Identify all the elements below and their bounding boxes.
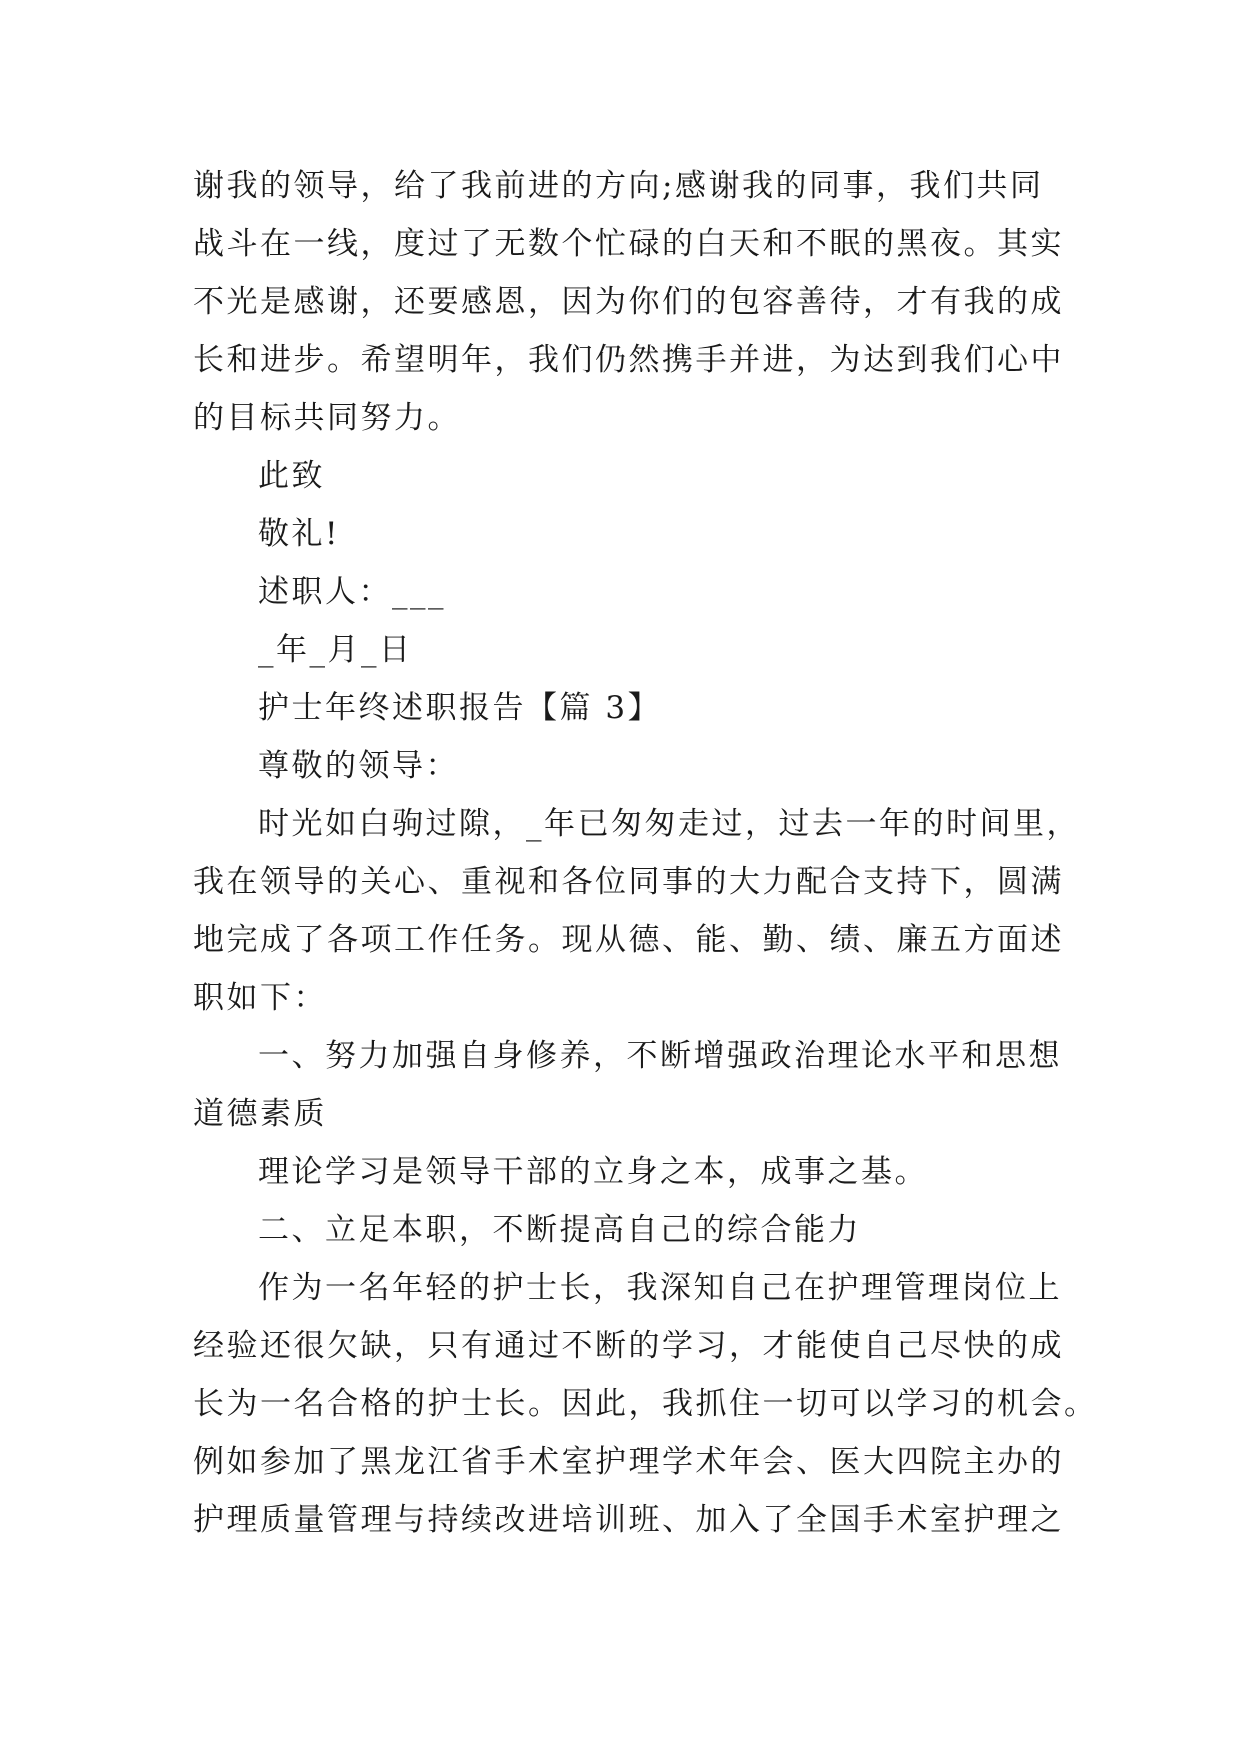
body-text-line: 护理质量管理与持续改进培训班、加入了全国手术室护理之 <box>193 1502 1064 1538</box>
greeting: 尊敬的领导： <box>258 748 459 784</box>
body-text-line: 战斗在一线，度过了无数个忙碌的白天和不眠的黑夜。其实 <box>193 226 1064 262</box>
heading-one: 一、努力加强自身修养，不断增强政治理论水平和思想 <box>258 1038 1062 1074</box>
closing-regards: 敬礼! <box>258 516 340 552</box>
section-title: 护士年终述职报告【篇 3】 <box>258 690 662 726</box>
heading-one-continued: 道德素质 <box>193 1096 327 1132</box>
body-text-line: 例如参加了黑龙江省手术室护理学术年会、医大四院主办的 <box>193 1444 1064 1480</box>
body-text-line: 时光如白驹过隙，_年已匆匆走过，过去一年的时间里， <box>258 806 1080 842</box>
body-text-line: 不光是感谢，还要感恩，因为你们的包容善待，才有我的成 <box>193 284 1064 320</box>
reporter-signature-line: 述职人：___ <box>258 574 446 610</box>
body-text-line: 作为一名年轻的护士长，我深知自己在护理管理岗位上 <box>258 1270 1062 1306</box>
body-text-line: 职如下： <box>193 980 327 1016</box>
body-text-line: 长为一名合格的护士长。因此，我抓住一切可以学习的机会。 <box>193 1386 1098 1422</box>
body-text-line: 我在领导的关心、重视和各位同事的大力配合支持下，圆满 <box>193 864 1064 900</box>
body-text-line: 地完成了各项工作任务。现从德、能、勤、绩、廉五方面述 <box>193 922 1064 958</box>
closing-salutation: 此致 <box>258 458 325 494</box>
heading-two: 二、立足本职，不断提高自己的综合能力 <box>258 1212 861 1248</box>
body-text-line: 长和进步。希望明年，我们仍然携手并进，为达到我们心中 <box>193 342 1064 378</box>
body-text-line: 经验还很欠缺，只有通过不断的学习，才能使自己尽快的成 <box>193 1328 1064 1364</box>
body-text-line: 理论学习是领导干部的立身之本，成事之基。 <box>258 1154 928 1190</box>
body-text-line: 谢我的领导，给了我前进的方向;感谢我的同事，我们共同 <box>193 168 1044 204</box>
body-text-line: 的目标共同努力。 <box>193 400 461 436</box>
date-line: _年_月_日 <box>258 632 413 668</box>
